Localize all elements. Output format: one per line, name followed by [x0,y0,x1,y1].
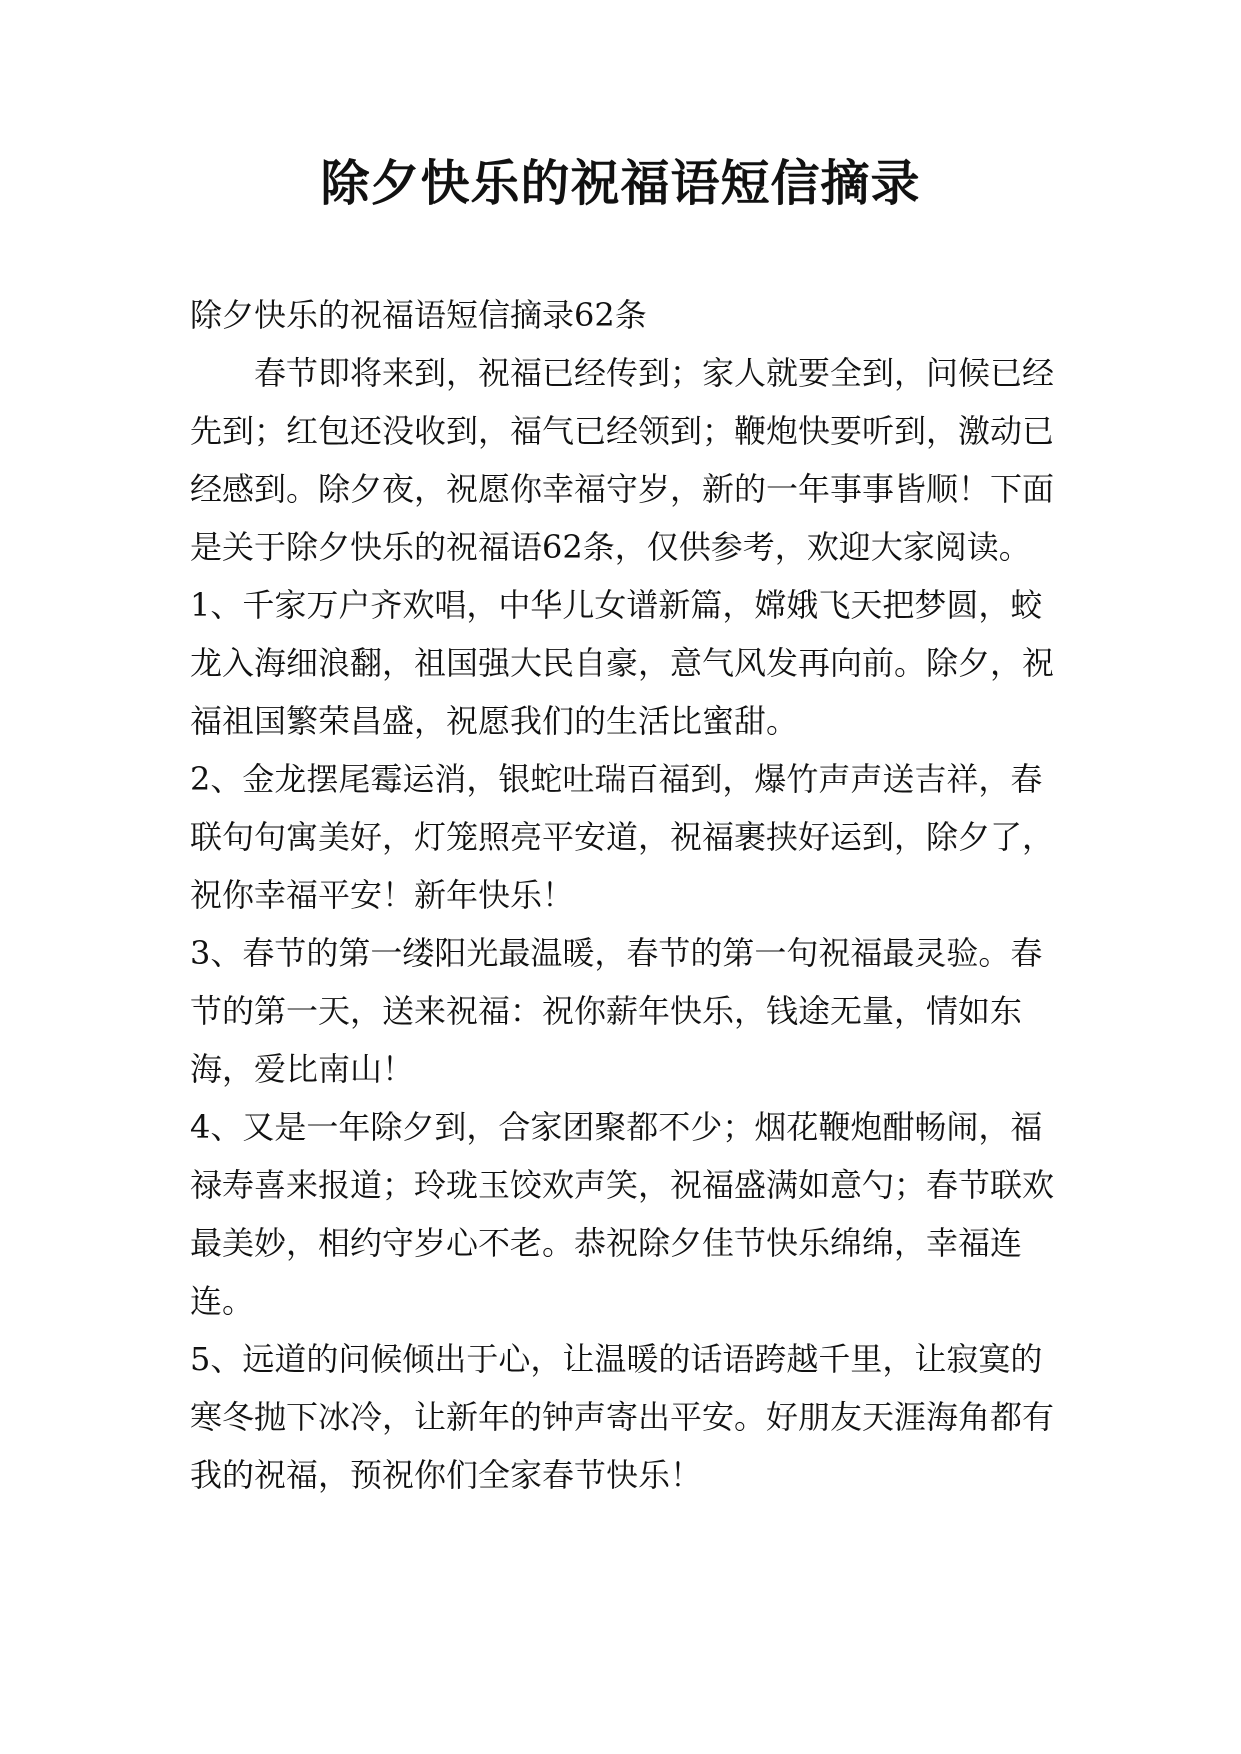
blessing-item-5: 5、远道的问候倾出于心，让温暖的话语跨越千里，让寂寞的寒冬抛下冰冷，让新年的钟声寄出平安。好朋友天涯海角都有我的祝福，预祝你们全家春节快乐！ [190,1340,1055,1494]
blessing-item-3: 3、春节的第一缕阳光最温暖，春节的第一句祝福最灵验。春节的第一天，送来祝福：祝你薪年快乐，钱途无量，情如东海，爱比南山！ [190,934,1043,1088]
blessing-item-4: 4、又是一年除夕到，合家团聚都不少；烟花鞭炮酣畅闹，福禄寿喜来报道；玲珑玉饺欢声笑，祝福盛满如意勺；春节联欢最美妙，相约守岁心不老。恭祝除夕佳节快乐绵绵，幸福连连。 [190,1108,1055,1320]
blessing-item-1: 1、千家万户齐欢唱，中华儿女谱新篇，嫦娥飞天把梦圆，蛟龙入海细浪翻，祖国强大民自豪，意气风发再向前。除夕，祝福祖国繁荣昌盛，祝愿我们的生活比蜜甜。 [190,586,1055,740]
intro-paragraph: 春节即将来到，祝福已经传到；家人就要全到，问候已经先到；红包还没收到，福气已经领到；鞭炮快要听到，激动已经感到。除夕夜，祝愿你幸福守岁，新的一年事事皆顺！下面是关于除夕快乐的祝福语62条，仅供参考，欢迎大家阅读。 [190,354,1055,566]
blessing-item-2: 2、金龙摆尾霉运消，银蛇吐瑞百福到，爆竹声声送吉祥，春联句句寓美好，灯笼照亮平安道，祝福裹挟好运到，除夕了，祝你幸福平安！新年快乐！ [190,760,1055,914]
document-title: 除夕快乐的祝福语短信摘录 [320,154,921,212]
document-body [190,286,1056,1504]
document-subtitle: 除夕快乐的祝福语短信摘录62条 [190,296,647,334]
